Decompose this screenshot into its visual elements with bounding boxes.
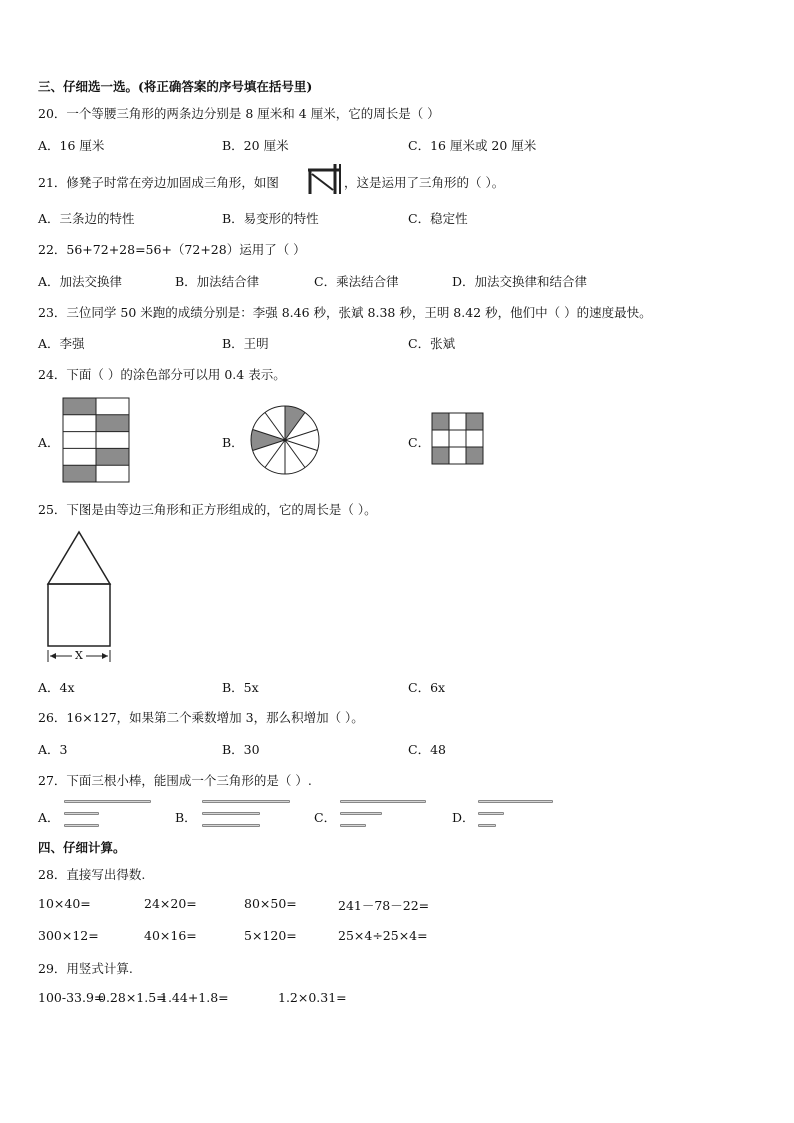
q24-figure-a-grid — [63, 398, 129, 482]
q28-r2-c4: 25×4÷25×4= — [338, 928, 428, 943]
q25-option-a[interactable]: A．4x — [38, 680, 75, 695]
q28-r1-c1: 10×40= — [38, 896, 91, 911]
q21-option-b[interactable]: B．易变形的特性 — [222, 211, 319, 226]
q24-text: 24．下面（ ）的涂色部分可以用 0.4 表示。 — [38, 367, 286, 382]
q23-option-b[interactable]: B．王明 — [222, 336, 269, 351]
q28-r2-c2: 40×16= — [144, 928, 197, 943]
q23-option-c[interactable]: C．张斌 — [408, 336, 456, 351]
q28-r1-c2: 24×20= — [144, 896, 197, 911]
q27-a-stick-1 — [64, 800, 151, 803]
q20-option-a[interactable]: A．16 厘米 — [38, 138, 105, 153]
q28-text: 28．直接写出得数. — [38, 867, 146, 882]
q22-text: 22．56+72+28=56+（72+28）运用了（ ） — [38, 242, 306, 257]
q28-r1-c3: 80×50= — [244, 896, 297, 911]
q27-option-d[interactable]: D． — [452, 810, 475, 825]
q21-text-after: ，这是运用了三角形的（ ）。 — [344, 175, 505, 190]
q26-text: 26．16×127，如果第二个乘数增加 3，那么积增加（ ）。 — [38, 710, 364, 725]
q24-figure-c-grid — [432, 413, 483, 464]
q20-option-c[interactable]: C．16 厘米或 20 厘米 — [408, 138, 537, 153]
q27-d-stick-2 — [478, 812, 504, 815]
q23-option-a[interactable]: A．李强 — [38, 336, 85, 351]
q26-option-a[interactable]: A．3 — [38, 742, 68, 757]
q21-option-a[interactable]: A．三条边的特性 — [38, 211, 135, 226]
q27-text: 27．下面三根小棒，能围成一个三角形的是（ ）. — [38, 773, 312, 788]
stool-figure — [306, 164, 342, 194]
q27-c-stick-2 — [340, 812, 382, 815]
q29-item-1: 100-33.9= — [38, 990, 105, 1005]
q24-figure-b-circle — [250, 405, 320, 475]
q29-text: 29．用竖式计算. — [38, 961, 133, 976]
q26-option-c[interactable]: C．48 — [408, 742, 446, 757]
q24-option-c[interactable]: C． — [408, 435, 431, 450]
q27-d-stick-1 — [478, 800, 553, 803]
q27-b-stick-2 — [202, 812, 260, 815]
q22-option-a[interactable]: A．加法交换律 — [38, 274, 123, 289]
q21-text-before: 21．修凳子时常在旁边加固成三角形，如图 — [38, 175, 279, 190]
q27-option-c[interactable]: C． — [314, 810, 337, 825]
q24-option-a[interactable]: A． — [38, 435, 60, 450]
section-4-title: 四、仔细计算。 — [38, 840, 126, 855]
q27-c-stick-3 — [340, 824, 366, 827]
q27-option-b[interactable]: B． — [175, 810, 197, 825]
q26-option-b[interactable]: B．30 — [222, 742, 260, 757]
q29-item-3: 1.44+1.8= — [160, 990, 229, 1005]
q20-option-b[interactable]: B．20 厘米 — [222, 138, 289, 153]
q29-item-4: 1.2×0.31= — [278, 990, 347, 1005]
section-3-title: 三、仔细选一选。(将正确答案的序号填在括号里) — [38, 79, 313, 94]
q27-a-stick-2 — [64, 812, 99, 815]
q25-option-c[interactable]: C．6x — [408, 680, 446, 695]
q22-option-d[interactable]: D．加法交换律和结合律 — [452, 274, 588, 289]
q22-option-c[interactable]: C．乘法结合律 — [314, 274, 399, 289]
q27-b-stick-3 — [202, 824, 260, 827]
q27-option-a[interactable]: A． — [38, 810, 60, 825]
q28-r2-c3: 5×120= — [244, 928, 297, 943]
q27-c-stick-1 — [340, 800, 426, 803]
q25-house-figure — [46, 530, 116, 664]
q28-r2-c1: 300×12= — [38, 928, 99, 943]
q21-option-c[interactable]: C．稳定性 — [408, 211, 468, 226]
q25-text: 25．下图是由等边三角形和正方形组成的，它的周长是（ ）。 — [38, 502, 377, 517]
q27-d-stick-3 — [478, 824, 496, 827]
q23-text: 23．三位同学 50 米跑的成绩分别是：李强 8.46 秒，张斌 8.38 秒，王明 8.42 秒，他们中（ ）的速度最快。 — [38, 305, 652, 320]
q25-option-b[interactable]: B．5x — [222, 680, 259, 695]
q29-item-2: 0.28×1.5= — [98, 990, 167, 1005]
q25-side-label: X — [75, 649, 83, 662]
q27-b-stick-1 — [202, 800, 290, 803]
q24-option-b[interactable]: B． — [222, 435, 244, 450]
q20-text: 20．一个等腰三角形的两条边分别是 8 厘米和 4 厘米，它的周长是（ ） — [38, 106, 440, 121]
q27-a-stick-3 — [64, 824, 99, 827]
q28-r1-c4: 241－78－22= — [338, 898, 430, 913]
q22-option-b[interactable]: B．加法结合律 — [175, 274, 260, 289]
